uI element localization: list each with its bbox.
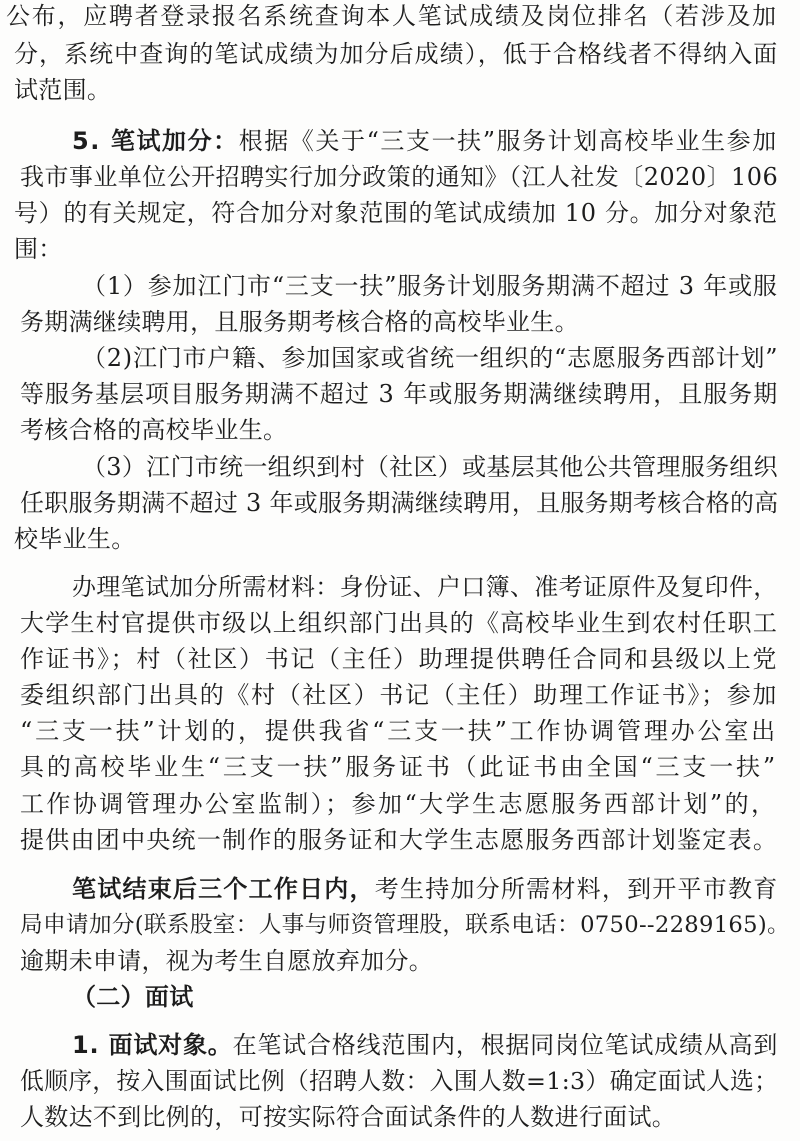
text-line [20, 162, 778, 192]
line-text: 具的高校毕业生“三支一扶”服务证书（此证书由全国“三支一扶” [20, 753, 778, 781]
line-text: 办理笔试加分所需材料：身份证、户口簿、准考证原件及复印件， [72, 573, 778, 601]
section-lead: 1. 面试对象。 [72, 1031, 233, 1059]
text-line [6, 1, 778, 31]
line-text: 考核合格的高校毕业生。 [20, 416, 288, 444]
line-text: 我市事业单位公开招聘实行加分政策的通知》（江人社发〔2020〕106 [20, 163, 779, 191]
line-text: 等服务基层项目服务期满不超过 3 年或服务期满继续聘用，且服务期 [20, 380, 779, 408]
text-line [72, 1030, 778, 1060]
text-line [20, 415, 287, 445]
text-line [72, 982, 194, 1012]
line-text: 大学生村官提供市级以上组织部门出具的《高校毕业生到农村任职工 [20, 609, 779, 637]
text-line [20, 680, 778, 710]
line-text: “三支一扶”计划的，提供我省“三支一扶”工作协调管理办公室出 [20, 717, 778, 745]
section-lead: 5. 笔试加分： [72, 127, 239, 155]
text-line [14, 39, 778, 69]
text-line [20, 1102, 676, 1132]
line-text: 号）的有关规定，符合加分对象范围的笔试成绩加 10 分。加分对象范 [14, 199, 778, 227]
text-line [20, 716, 778, 746]
line-text: 考生持加分所需材料，到开平市教育 [374, 875, 779, 903]
line-text: 公布，应聘者登录报名系统查询本人笔试成绩及岗位排名（若涉及加 [6, 2, 778, 30]
text-line [20, 752, 778, 782]
line-text: 校毕业生。 [14, 525, 136, 553]
line-text: （2)江门市户籍、参加国家或省统一组织的“志愿服务西部计划” [82, 344, 779, 372]
text-line [14, 234, 63, 264]
line-text: 在笔试合格线范围内，根据同岗位笔试成绩从高到 [232, 1031, 779, 1059]
line-text: 提供由团中央统一制作的服务证和大学生志愿服务西部计划鉴定表。 [20, 826, 779, 854]
text-line [82, 271, 778, 301]
text-line [72, 572, 778, 602]
text-line [20, 307, 579, 337]
line-text: 根据《关于“三支一扶”服务计划高校毕业生参加 [238, 127, 778, 155]
line-text: 作证书》；村（社区）书记（主任）助理提供聘任合同和县级以上党 [20, 645, 779, 673]
line-text: 任职服务期满不超过 3 年或服务期满继续聘用，且服务期考核合格的高 [20, 489, 779, 517]
text-line [20, 608, 778, 638]
text-line [82, 343, 778, 373]
text-line [20, 1066, 778, 1096]
text-line [72, 874, 778, 904]
text-line [20, 789, 777, 819]
line-text: 工作协调管理办公室监制）；参加“大学生志愿服务西部计划”的， [20, 790, 778, 818]
line-text: 试范围。 [14, 76, 112, 104]
section-lead: 笔试结束后三个工作日内， [72, 875, 375, 903]
text-line [20, 379, 778, 409]
text-line [20, 946, 433, 976]
line-text: 务期满继续聘用，且服务期考核合格的高校毕业生。 [20, 308, 579, 336]
text-line [20, 488, 778, 518]
line-text: （3）江门市统一组织到村（社区）或基层其他公共管理服务组织 [82, 453, 778, 481]
line-text: （1）参加江门市“三支一扶”服务计划服务期满不超过 3 年或服 [82, 272, 778, 300]
text-line [72, 126, 778, 156]
text-line [14, 198, 778, 228]
line-text: 分，系统中查询的笔试成绩为加分后成绩），低于合格线者不得纳入面 [14, 40, 779, 68]
section-heading: （二）面试 [72, 983, 194, 1011]
line-text: 局申请加分(联系股室：人事与师资管理股，联系电话：0750--2289165)。 [20, 912, 790, 938]
text-line [20, 825, 778, 855]
line-text: 围： [14, 235, 63, 263]
text-line [82, 452, 778, 482]
line-text: 人数达不到比例的，可按实际符合面试条件的人数进行面试。 [20, 1103, 677, 1131]
text-line [14, 75, 111, 105]
text-line [20, 644, 778, 674]
line-text: 逾期未申请，视为考生自愿放弃加分。 [20, 947, 434, 975]
line-text: 低顺序，按入围面试比例（招聘人数：入围人数=1:3）确定面试人选； [20, 1067, 779, 1095]
line-text: 委组织部门出具的《村（社区）书记（主任）助理工作证书》；参加 [20, 681, 779, 709]
text-line [20, 910, 790, 940]
text-line [14, 524, 136, 554]
